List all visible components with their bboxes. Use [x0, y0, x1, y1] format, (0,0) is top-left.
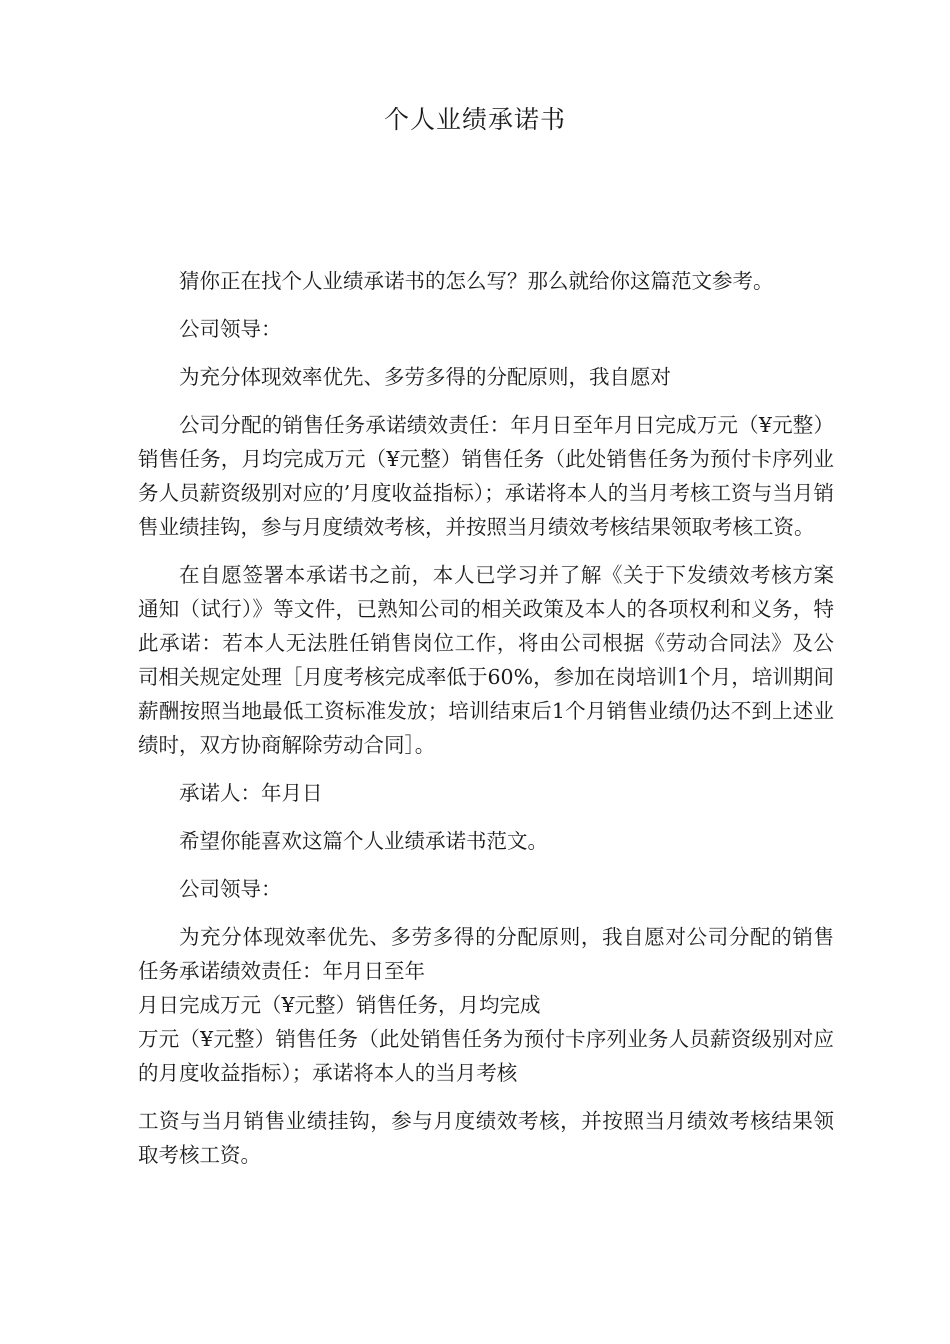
paragraph-sales-commitment: 公司分配的销售任务承诺绩效责任：年月日至年月日完成万元（¥元整）销售任务，月均完成万元（¥元整）销售任务（此处销售任务为预付卡序列业务人员薪资级别对应的’月度收益指标）；承诺将本人的当月考核工资与当月销售业绩挂钩，参与月度绩效考核，并按照当月绩效考核结果领取考核工资。: [138, 413, 834, 539]
paragraph-acknowledgement: 在自愿签署本承诺书之前，本人已学习并了解《关于下发绩效考核方案通知（试行）》等文件，已熟知公司的相关政策及本人的各项权利和义务，特此承诺：若本人无法胜任销售岗位工作，将由公司根据《劳动合同法》及公司相关规定处理［月度考核完成率低于60%，参加在岗培训1个月，培训期间薪酬按照当地最低工资标准发放；培训结束后1个月销售业绩仍达不到上述业绩时，双方协商解除劳动合同］。: [138, 563, 834, 757]
document-body: [138, 264, 834, 1172]
paragraph-principle: 为充分体现效率优先、多劳多得的分配原则，我自愿对: [179, 365, 671, 389]
salutation: 公司领导：: [179, 317, 282, 341]
signature-line: 承诺人：年月日: [179, 781, 323, 805]
paragraph-repeat-line: 为充分体现效率优先、多劳多得的分配原则，我自愿对公司分配的销售任务承诺绩效责任：年月日至年: [138, 925, 834, 983]
intro-paragraph: 猜你正在找个人业绩承诺书的怎么写？那么就给你这篇范文参考。: [179, 269, 774, 293]
salutation-repeat: 公司领导：: [179, 877, 282, 901]
paragraph-repeat-line: 万元（¥元整）销售任务（此处销售任务为预付卡序列业务人员薪资级别对应的月度收益指标）；承诺将本人的当月考核: [138, 1027, 834, 1085]
paragraph-repeat-ending: 工资与当月销售业绩挂钩，参与月度绩效考核，并按照当月绩效考核结果领取考核工资。: [138, 1109, 834, 1167]
paragraph-repeat-line: 月日完成万元（¥元整）销售任务，月均完成: [138, 993, 541, 1017]
document-title: 个人业绩承诺书: [383, 105, 566, 134]
closing-paragraph: 希望你能喜欢这篇个人业绩承诺书范文。: [179, 829, 548, 853]
